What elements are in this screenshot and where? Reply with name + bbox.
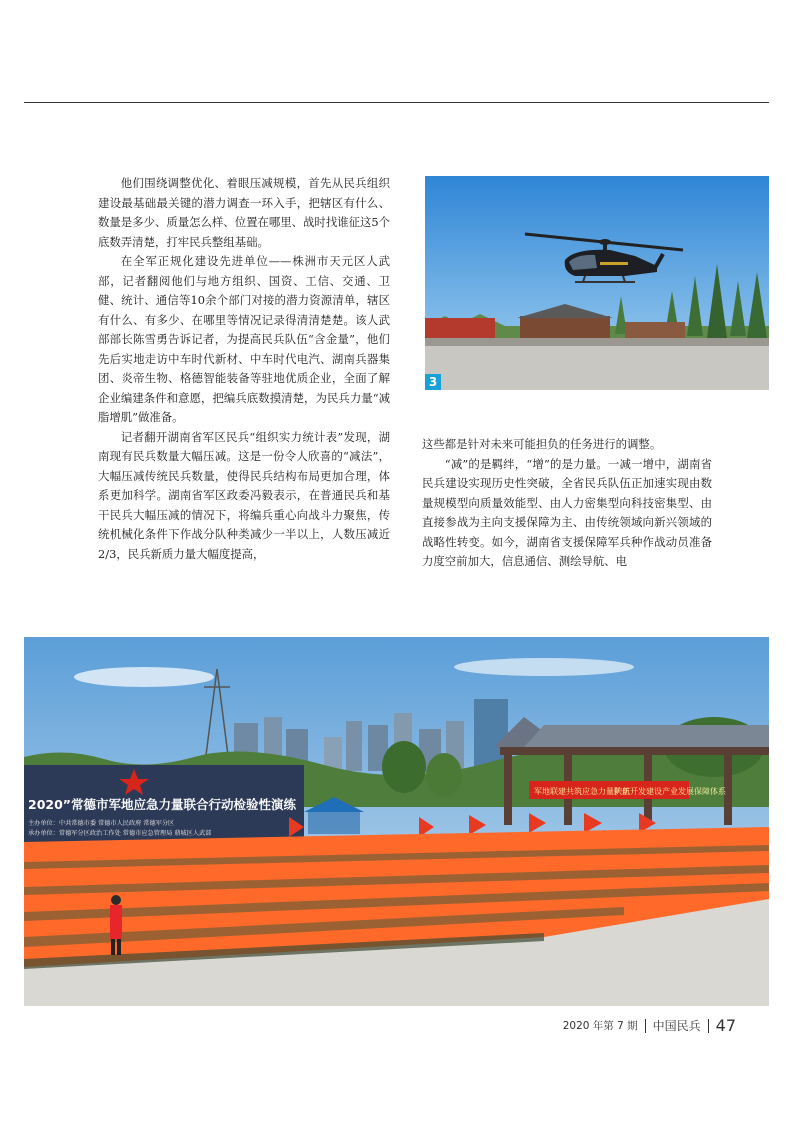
paragraph: 记者翻开湖南省军区民兵“组织实力统计表”发现，湖南现有民兵数量大幅压减。这是一份令人欣喜的“减法”，大幅压减传统民兵数量，使得民兵结构布局更加合理，体系更加科学。湖南省军区政委冯毅表示，在普通民兵和基干民兵大幅压减的情况下，将编兵重心向战斗力聚焦，传统机械化条件下作战分队种类减少一半以上，人数压减近2/3，民兵新质力量大幅度提高， (98, 429, 390, 561)
drill-assembly-photo (24, 637, 769, 1006)
left-column (98, 174, 390, 564)
banner-title: 2020”常德市军地应急力量联合行动检验性演练 (28, 797, 297, 812)
paragraph: 在全军正规化建设先进单位——株洲市天元区人武部，记者翻阅他们与地方组织、国资、工信、交通、卫健、统计、通信等10余个部门对接的潜力资源清单，辖区有什么、有多少、在哪里等情况记录得清清楚楚。该人武部部长陈雪勇告诉记者，为提高民兵队伍“含金量”，他们先后实地走访中车时代新材、中车时代电汽、湖南兵器集团、炎帝生物、格德智能装备等驻地优质企业，全面了解企业编建条件和意愿，把编兵底数摸清楚，为民兵力量“减脂增肌”做准备。 (98, 254, 390, 424)
page-footer (563, 1016, 736, 1035)
footer-divider (708, 1019, 709, 1033)
footer-divider (645, 1019, 646, 1033)
pavilion-banner-left: 军地联建共筑应急力量队伍 (534, 787, 630, 796)
page-number: 47 (715, 1016, 736, 1035)
pavilion-banner-right: 护航开发建设产业发展保障体系 (614, 787, 726, 796)
photo-number-badge: 3 (425, 374, 441, 390)
paragraph: “减”的是羁绊，“增”的是力量。一减一增中，湖南省民兵建设实现历史性突破，全省民兵队伍正加速实现由数量规模型向质量效能型、由人力密集型向科技密集型、由直接参战为主向支援保障为主、由传统领域向新兴领域的战略性转变。如今，湖南省支援保障军兵种作战动员准备力度空前加大，信息通信、测绘导航、电 (422, 456, 712, 568)
right-column (422, 435, 712, 572)
paragraph: 他们围绕调整优化、着眼压减规模，首先从民兵组织建设最基础最关键的潜力调查一环入手，把辖区有什么、数量是多少、质量怎么样、位置在哪里、战时找谁征这5个底数弄清楚，打牢民兵整组基础。 (98, 176, 391, 249)
banner-line: 主办单位：中共常德市委 常德市人民政府 常德军分区 (28, 820, 175, 827)
issue-label: 2020 年第 7 期 (562, 1020, 638, 1032)
banner-line: 承办单位：常德军分区政治工作处 常德市应急管理局 鼎城区人武部 (28, 830, 212, 837)
paragraph: 这些都是针对未来可能担负的任务进行的调整。 (422, 437, 662, 451)
header-rule (24, 102, 769, 103)
helicopter-photo (425, 176, 769, 390)
magazine-name: 中国民兵 (652, 1019, 701, 1033)
